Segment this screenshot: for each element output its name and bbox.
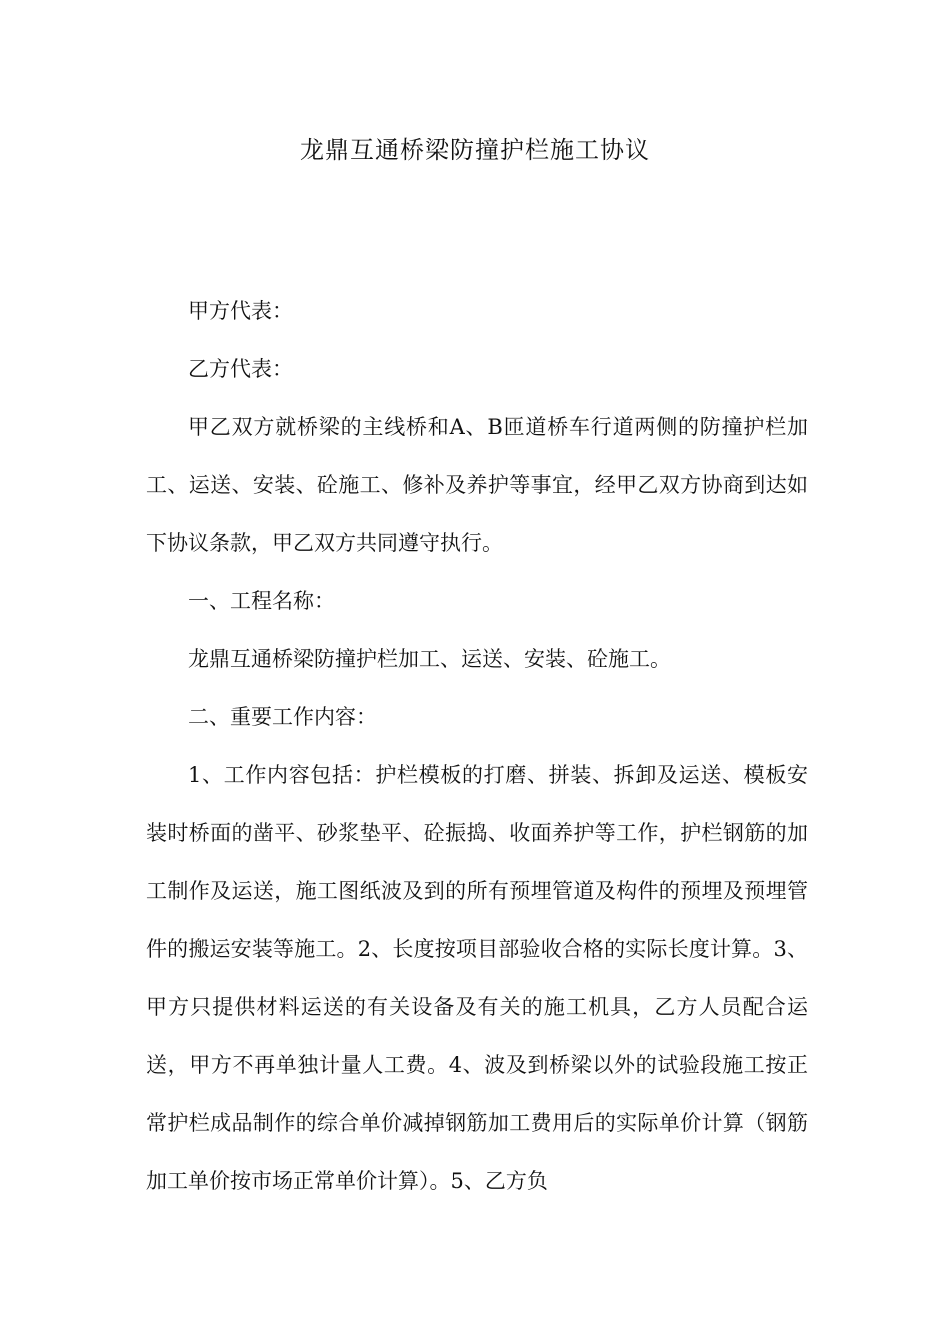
party-a-line: 甲方代表： — [188, 299, 293, 323]
section-1-heading: 一、工程名称： — [188, 589, 335, 613]
section-2-body: 1、工作内容包括：护栏模板的打磨、拼装、拆卸及运送、模板安装时桥面的凿平、砂浆垫平、砼振捣、收面养护等工作，护栏钢筋的加工制作及运送，施工图纸波及到的所有预埋管道及构件的预埋及预埋管件的搬运安装等施工。2、长度按项目部验收合格的实际长度计算。3、甲方只提供材料运送的有关设备及有关的施工机具，乙方人员配合运送，甲方不再单独计量人工费。4、波及到桥梁以外的试验段施工按正常护栏成品制作的综合单价减掉钢筋加工费用后的实际单价计算（钢筋加工单价按市场正常单价计算）。5、乙方负 — [146, 763, 808, 1193]
document-body — [146, 282, 808, 1210]
party-b-line: 乙方代表： — [188, 357, 293, 381]
section-1-body: 龙鼎互通桥梁防撞护栏加工、运送、安装、砼施工。 — [188, 647, 671, 671]
intro-paragraph: 甲乙双方就桥梁的主线桥和A、B匝道桥车行道两侧的防撞护栏加工、运送、安装、砼施工、修补及养护等事宜，经甲乙双方协商到达如下协议条款，甲乙双方共同遵守执行。 — [146, 415, 808, 555]
section-2-heading: 二、重要工作内容： — [188, 705, 377, 729]
document-title: 龙鼎互通桥梁防撞护栏施工协议 — [300, 136, 650, 164]
